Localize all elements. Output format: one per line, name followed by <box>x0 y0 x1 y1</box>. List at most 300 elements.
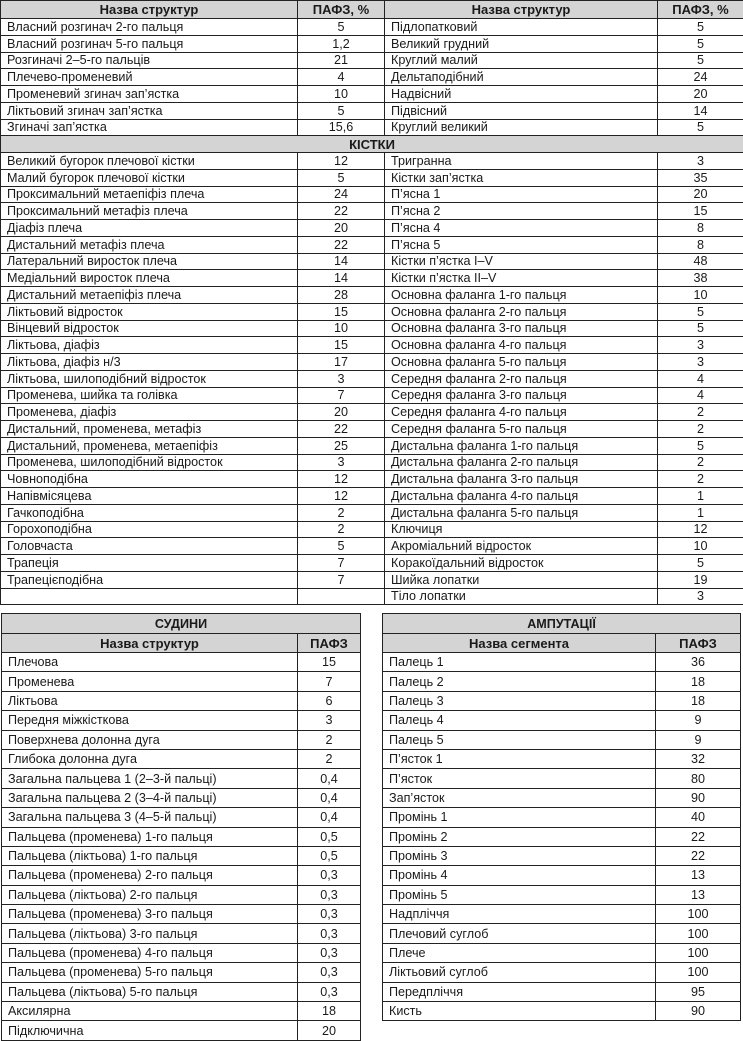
structure-name: Середня фаланга 3-го пальця <box>385 387 658 404</box>
table-row <box>2 730 361 749</box>
pafz-value: 100 <box>656 924 741 943</box>
table-row <box>383 866 741 885</box>
structure-name: Пальцева (променева) 5-го пальця <box>2 963 298 982</box>
pafz-value: 0,4 <box>298 769 361 788</box>
vessels-title: СУДИНИ <box>2 614 361 634</box>
pafz-value: 40 <box>656 808 741 827</box>
pafz-value: 0,3 <box>298 924 361 943</box>
table-row <box>2 769 361 788</box>
table-row <box>1 571 743 588</box>
column-header-name: Назва структур <box>2 634 298 653</box>
pafz-value: 22 <box>298 421 385 438</box>
pafz-value: 5 <box>298 538 385 555</box>
table-row <box>1 35 743 52</box>
pafz-value: 0,3 <box>298 866 361 885</box>
structure-name: Дистальний метафіз плеча <box>1 236 298 253</box>
structure-name: Ліктьова, шилоподібний відросток <box>1 370 298 387</box>
table-row <box>1 337 743 354</box>
structure-name: Пальцева (променева) 3-го пальця <box>2 905 298 924</box>
pafz-value: 14 <box>658 102 743 119</box>
structure-name: Тригранна <box>385 153 658 170</box>
structure-name: Власний розгинач 2-го пальця <box>1 19 298 36</box>
table-title-row <box>383 614 741 634</box>
structure-name: Плече <box>383 943 656 962</box>
table-row <box>2 691 361 710</box>
table-row <box>383 1002 741 1021</box>
pafz-value: 35 <box>658 169 743 186</box>
table-row <box>1 437 743 454</box>
structure-name: Згиначі зап’ястка <box>1 119 298 136</box>
table-row <box>2 846 361 865</box>
structure-name: Променева, шийка та голівка <box>1 387 298 404</box>
structure-name: Гачкоподібна <box>1 504 298 521</box>
table-row <box>1 86 743 103</box>
table-row <box>2 827 361 846</box>
structure-name: Основна фаланга 3-го пальця <box>385 320 658 337</box>
pafz-value: 1 <box>658 504 743 521</box>
table-row <box>1 320 743 337</box>
table-row <box>1 370 743 387</box>
structure-name: Горохоподібна <box>1 521 298 538</box>
table-row <box>2 905 361 924</box>
table-header-row <box>383 634 741 653</box>
structure-name: Промінь 5 <box>383 885 656 904</box>
pafz-value: 12 <box>298 153 385 170</box>
table-row <box>1 404 743 421</box>
structure-name: Палець 2 <box>383 672 656 691</box>
pafz-value: 6 <box>298 691 361 710</box>
pafz-value: 12 <box>658 521 743 538</box>
structure-name: Загальна пальцева 1 (2–3-й пальці) <box>2 769 298 788</box>
pafz-value: 13 <box>656 885 741 904</box>
column-header-name: Назва структур <box>1 1 298 19</box>
structure-name: Палець 4 <box>383 711 656 730</box>
table-row <box>383 730 741 749</box>
structure-name: Аксилярна <box>2 1002 298 1021</box>
pafz-value: 18 <box>656 672 741 691</box>
pafz-value: 24 <box>658 69 743 86</box>
table-row <box>383 905 741 924</box>
structure-name: Вінцевий відросток <box>1 320 298 337</box>
vessels-table <box>1 613 361 1041</box>
table-row <box>1 52 743 69</box>
table-row <box>1 236 743 253</box>
pafz-value: 17 <box>298 354 385 371</box>
table-row <box>2 711 361 730</box>
pafz-value: 18 <box>298 1002 361 1021</box>
table-row <box>2 788 361 807</box>
structure-name: Пальцева (променева) 2-го пальця <box>2 866 298 885</box>
table-row <box>383 924 741 943</box>
table-row <box>383 846 741 865</box>
table-row <box>383 769 741 788</box>
structure-name: Променева <box>2 672 298 691</box>
table-row <box>1 488 743 505</box>
pafz-value: 100 <box>656 905 741 924</box>
pafz-value: 19 <box>658 571 743 588</box>
pafz-value: 12 <box>298 488 385 505</box>
structure-name: Шийка лопатки <box>385 571 658 588</box>
pafz-value: 4 <box>658 370 743 387</box>
structure-name: П’ясток 1 <box>383 749 656 768</box>
amputations-title: АМПУТАЦІЇ <box>383 614 741 634</box>
pafz-value: 3 <box>658 588 743 605</box>
structure-name: Пальцева (ліктьова) 3-го пальця <box>2 924 298 943</box>
structure-name: Круглий малий <box>385 52 658 69</box>
structure-name: Дистальний, променева, метаепіфіз <box>1 437 298 454</box>
structure-name: Круглий великий <box>385 119 658 136</box>
table-row <box>2 982 361 1001</box>
pafz-value: 2 <box>658 454 743 471</box>
pafz-value: 22 <box>298 203 385 220</box>
structure-name: Загальна пальцева 2 (3–4-й пальці) <box>2 788 298 807</box>
pafz-value: 0,3 <box>298 963 361 982</box>
structure-name: Дистальна фаланга 2-го пальця <box>385 454 658 471</box>
table-row <box>1 504 743 521</box>
pafz-value: 8 <box>658 220 743 237</box>
table-title-row <box>2 614 361 634</box>
pafz-value: 100 <box>656 943 741 962</box>
pafz-value: 7 <box>298 672 361 691</box>
structure-name: Напівмісяцева <box>1 488 298 505</box>
table-row <box>1 169 743 186</box>
structure-name: Дельтаподібний <box>385 69 658 86</box>
table-row <box>1 555 743 572</box>
pafz-value: 0,5 <box>298 827 361 846</box>
structure-name: Пальцева (ліктьова) 2-го пальця <box>2 885 298 904</box>
structure-name: Променевий згинач зап’ястка <box>1 86 298 103</box>
table-row <box>383 691 741 710</box>
column-header-name: Назва структур <box>385 1 658 19</box>
structure-name: Кістки п’ястка II–V <box>385 270 658 287</box>
table-row <box>1 538 743 555</box>
structure-name: Коракоїдальний відросток <box>385 555 658 572</box>
pafz-value: 100 <box>656 963 741 982</box>
structure-name: Кисть <box>383 1002 656 1021</box>
structure-name: П’ясна 1 <box>385 186 658 203</box>
pafz-value: 15 <box>298 337 385 354</box>
structure-name: Кістки п’ястка I–V <box>385 253 658 270</box>
pafz-value: 5 <box>658 119 743 136</box>
table-row <box>383 885 741 904</box>
structure-name: Власний розгинач 5-го пальця <box>1 35 298 52</box>
table-row <box>1 220 743 237</box>
structure-name: Великий грудний <box>385 35 658 52</box>
pafz-value: 1 <box>658 488 743 505</box>
structure-name: Основна фаланга 2-го пальця <box>385 303 658 320</box>
table-row <box>1 153 743 170</box>
pafz-value: 0,3 <box>298 885 361 904</box>
pafz-value: 0,4 <box>298 788 361 807</box>
structure-name: Кістки зап’ястка <box>385 169 658 186</box>
structure-name: П’ясна 5 <box>385 236 658 253</box>
table-row <box>383 982 741 1001</box>
structure-name: Основна фаланга 5-го пальця <box>385 354 658 371</box>
pafz-value: 3 <box>298 454 385 471</box>
pafz-value: 3 <box>658 354 743 371</box>
pafz-value: 2 <box>658 471 743 488</box>
pafz-value: 1,2 <box>298 35 385 52</box>
structure-name: Глибока долонна дуга <box>2 749 298 768</box>
pafz-value: 21 <box>298 52 385 69</box>
structure-name: Акроміальний відросток <box>385 538 658 555</box>
table-row <box>2 808 361 827</box>
table-row <box>1 303 743 320</box>
structure-name: Ліктьова, діафіз н/3 <box>1 354 298 371</box>
structure-name: П’ясток <box>383 769 656 788</box>
structure-name: Дистальна фаланга 5-го пальця <box>385 504 658 521</box>
pafz-value: 5 <box>658 52 743 69</box>
pafz-value: 2 <box>658 404 743 421</box>
pafz-value: 9 <box>656 730 741 749</box>
structure-name: Плечовий суглоб <box>383 924 656 943</box>
structure-name: Надпліччя <box>383 905 656 924</box>
structure-name: Дистальний метаепіфіз плеча <box>1 287 298 304</box>
pafz-value: 20 <box>658 186 743 203</box>
pafz-value: 2 <box>298 730 361 749</box>
table-row <box>383 711 741 730</box>
structure-name: Загальна пальцева 3 (4–5-й пальці) <box>2 808 298 827</box>
pafz-value: 10 <box>658 538 743 555</box>
structure-name: Промінь 2 <box>383 827 656 846</box>
pafz-value: 36 <box>656 653 741 672</box>
pafz-value: 20 <box>298 220 385 237</box>
structure-name: Ліктьовий згинач зап’ястка <box>1 102 298 119</box>
table-row <box>383 788 741 807</box>
pafz-value: 22 <box>298 236 385 253</box>
structure-name: Трапеція <box>1 555 298 572</box>
pafz-value: 10 <box>658 287 743 304</box>
structure-name: Дистальна фаланга 1-го пальця <box>385 437 658 454</box>
pafz-value: 13 <box>656 866 741 885</box>
pafz-value: 7 <box>298 387 385 404</box>
pafz-value: 28 <box>298 287 385 304</box>
structure-name: Палець 5 <box>383 730 656 749</box>
table-row <box>1 253 743 270</box>
table-row <box>1 421 743 438</box>
pafz-value: 24 <box>298 186 385 203</box>
pafz-value: 0,3 <box>298 982 361 1001</box>
pafz-value: 9 <box>656 711 741 730</box>
pafz-value: 22 <box>656 827 741 846</box>
structure-name: Пальцева (ліктьова) 5-го пальця <box>2 982 298 1001</box>
structure-name: Плечево-променевий <box>1 69 298 86</box>
pafz-value: 0,3 <box>298 905 361 924</box>
structure-name: Основна фаланга 1-го пальця <box>385 287 658 304</box>
table-row <box>2 749 361 768</box>
section-row <box>1 136 743 153</box>
structure-name: Підлопатковий <box>385 19 658 36</box>
table-row <box>1 287 743 304</box>
pafz-value: 0,3 <box>298 943 361 962</box>
pafz-value: 15 <box>658 203 743 220</box>
table-row <box>1 69 743 86</box>
table-header-row <box>2 634 361 653</box>
structure-name: Середня фаланга 5-го пальця <box>385 421 658 438</box>
pafz-value: 20 <box>658 86 743 103</box>
structure-name: Передня міжкісткова <box>2 711 298 730</box>
structure-name: Палець 3 <box>383 691 656 710</box>
table-row <box>2 885 361 904</box>
table-row <box>1 387 743 404</box>
pafz-value: 15,6 <box>298 119 385 136</box>
table-row <box>383 672 741 691</box>
structure-name: Надвісний <box>385 86 658 103</box>
pafz-value: 90 <box>656 1002 741 1021</box>
pafz-value: 18 <box>656 691 741 710</box>
table-row <box>2 672 361 691</box>
structure-name: Палець 1 <box>383 653 656 672</box>
pafz-value: 2 <box>298 504 385 521</box>
pafz-value: 5 <box>298 102 385 119</box>
structure-name: Промінь 3 <box>383 846 656 865</box>
pafz-value: 20 <box>298 1021 361 1040</box>
pafz-value: 12 <box>298 471 385 488</box>
pafz-value: 2 <box>658 421 743 438</box>
table-row <box>1 102 743 119</box>
structure-name: Проксимальний метафіз плеча <box>1 203 298 220</box>
structure-name: Ліктьова, діафіз <box>1 337 298 354</box>
column-header-value: ПАФЗ <box>298 634 361 653</box>
table-row <box>2 963 361 982</box>
pafz-value: 5 <box>298 19 385 36</box>
pafz-value: 38 <box>658 270 743 287</box>
pafz-value: 10 <box>298 320 385 337</box>
table-row <box>2 943 361 962</box>
table-row <box>1 354 743 371</box>
pafz-value: 7 <box>298 555 385 572</box>
pafz-value <box>298 588 385 605</box>
pafz-value: 2 <box>298 521 385 538</box>
table-row <box>2 866 361 885</box>
column-header-value: ПАФЗ, % <box>298 1 385 19</box>
pafz-value: 15 <box>298 653 361 672</box>
table-row <box>1 588 743 605</box>
structure-name: Плечова <box>2 653 298 672</box>
pafz-value: 4 <box>658 387 743 404</box>
table-row <box>1 270 743 287</box>
table-row <box>2 924 361 943</box>
pafz-value: 4 <box>298 69 385 86</box>
structure-name: Промінь 4 <box>383 866 656 885</box>
pafz-value: 5 <box>298 169 385 186</box>
structure-name: Малий бугорок плечової кістки <box>1 169 298 186</box>
structure-name: Пальцева (променева) 1-го пальця <box>2 827 298 846</box>
pafz-value: 5 <box>658 35 743 52</box>
structure-name: Середня фаланга 4-го пальця <box>385 404 658 421</box>
table-row <box>2 1021 361 1040</box>
amputations-table <box>382 613 741 1021</box>
structure-name <box>1 588 298 605</box>
structure-name: Човноподібна <box>1 471 298 488</box>
structure-name: Пальцева (ліктьова) 1-го пальця <box>2 846 298 865</box>
structure-name: Розгиначі 2–5-го пальців <box>1 52 298 69</box>
pafz-value: 14 <box>298 253 385 270</box>
pafz-value: 80 <box>656 769 741 788</box>
pafz-value: 90 <box>656 788 741 807</box>
pafz-value: 10 <box>298 86 385 103</box>
table-row <box>1 19 743 36</box>
table-row <box>2 653 361 672</box>
pafz-value: 7 <box>298 571 385 588</box>
structure-name: Головчаста <box>1 538 298 555</box>
table-row <box>1 186 743 203</box>
pafz-value: 3 <box>658 153 743 170</box>
pafz-value: 48 <box>658 253 743 270</box>
column-header-value: ПАФЗ <box>656 634 741 653</box>
structure-name: Основна фаланга 4-го пальця <box>385 337 658 354</box>
structure-name: Промінь 1 <box>383 808 656 827</box>
pafz-value: 5 <box>658 320 743 337</box>
structure-name: Середня фаланга 2-го пальця <box>385 370 658 387</box>
pafz-value: 15 <box>298 303 385 320</box>
structure-name: Дистальний, променева, метафіз <box>1 421 298 438</box>
structure-name: П’ясна 4 <box>385 220 658 237</box>
table-row <box>1 119 743 136</box>
pafz-value: 3 <box>658 337 743 354</box>
pafz-value: 22 <box>656 846 741 865</box>
structure-name: Підключична <box>2 1021 298 1040</box>
column-header-value: ПАФЗ, % <box>658 1 743 19</box>
structure-name: Поверхнева долонна дуга <box>2 730 298 749</box>
structure-name: Пальцева (променева) 4-го пальця <box>2 943 298 962</box>
pafz-value: 5 <box>658 303 743 320</box>
structure-name: Підвісний <box>385 102 658 119</box>
pafz-value: 8 <box>658 236 743 253</box>
structure-name: Діафіз плеча <box>1 220 298 237</box>
structure-name: Проксимальний метаепіфіз плеча <box>1 186 298 203</box>
structure-name: Передпліччя <box>383 982 656 1001</box>
structure-name: Тіло лопатки <box>385 588 658 605</box>
pafz-value: 5 <box>658 555 743 572</box>
pafz-value: 2 <box>298 749 361 768</box>
structure-name: Латеральний виросток плеча <box>1 253 298 270</box>
structure-name: Дистальна фаланга 3-го пальця <box>385 471 658 488</box>
pafz-value: 5 <box>658 19 743 36</box>
table-row <box>383 963 741 982</box>
structure-name: Ліктьова <box>2 691 298 710</box>
structure-name: Зап’ясток <box>383 788 656 807</box>
table-row <box>2 1002 361 1021</box>
pafz-value: 32 <box>656 749 741 768</box>
table-row <box>1 454 743 471</box>
pafz-value: 0,5 <box>298 846 361 865</box>
pafz-value: 14 <box>298 270 385 287</box>
table-row <box>383 749 741 768</box>
table-row <box>1 203 743 220</box>
structure-name: Променева, шилоподібний відросток <box>1 454 298 471</box>
pafz-value: 95 <box>656 982 741 1001</box>
table-row <box>383 943 741 962</box>
structure-name: Ключиця <box>385 521 658 538</box>
pafz-value: 25 <box>298 437 385 454</box>
bones-section-title: КІСТКИ <box>1 136 743 153</box>
pafz-value: 0,4 <box>298 808 361 827</box>
table-row <box>383 827 741 846</box>
structure-name: Великий бугорок плечової кістки <box>1 153 298 170</box>
column-header-name: Назва сегмента <box>383 634 656 653</box>
table-row <box>383 808 741 827</box>
table-row <box>1 521 743 538</box>
pafz-value: 20 <box>298 404 385 421</box>
structure-name: Променева, діафіз <box>1 404 298 421</box>
structure-name: Ліктьовий відросток <box>1 303 298 320</box>
structure-name: Ліктьовий суглоб <box>383 963 656 982</box>
table-header-row <box>1 1 743 19</box>
pafz-value: 3 <box>298 711 361 730</box>
pafz-value: 3 <box>298 370 385 387</box>
structure-name: П’ясна 2 <box>385 203 658 220</box>
